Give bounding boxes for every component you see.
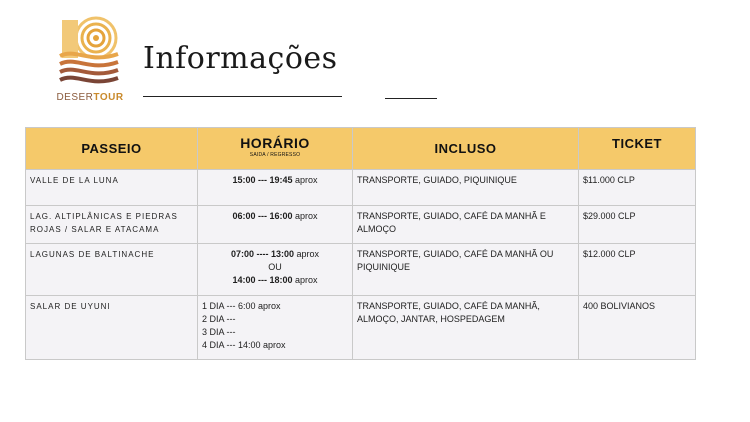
- time-or: OU: [268, 262, 282, 272]
- header-ticket: TICKET: [579, 128, 696, 170]
- cell-ticket: $12.000 CLP: [579, 244, 696, 296]
- cell-horario: [198, 206, 353, 244]
- cell-incluso: TRANSPORTE, GUIADO, PIQUINIQUE: [353, 170, 579, 206]
- time-range: 15:00 --- 19:45: [232, 175, 293, 185]
- tours-table: [25, 127, 696, 360]
- header-horario: [198, 128, 353, 170]
- table-row: [26, 206, 696, 244]
- cell-horario: [198, 244, 353, 296]
- cell-incluso: TRANSPORTE, GUIADO, CAFÉ DA MANHÃ OU PIQUINIQUE: [353, 244, 579, 296]
- logo-wordmark-part1: DESER: [56, 92, 94, 103]
- cell-ticket: $29.000 CLP: [579, 206, 696, 244]
- header-horario-label: HORÁRIO: [240, 135, 310, 151]
- table-row: [26, 296, 696, 360]
- day-schedule: 1 DIA --- 6:00 aprox: [202, 301, 281, 311]
- cell-passeio: SALAR DE UYUNI: [26, 296, 198, 360]
- time-suffix: aprox: [292, 211, 318, 221]
- time-suffix: aprox: [292, 275, 318, 285]
- day-schedule: 3 DIA ---: [202, 327, 236, 337]
- time-range: 06:00 --- 16:00: [232, 211, 293, 221]
- time-range: 14:00 --- 18:00: [232, 275, 293, 285]
- cell-horario: [198, 296, 353, 360]
- title-underline: [143, 96, 342, 97]
- time-suffix: aprox: [294, 249, 320, 259]
- logo-icon: [56, 16, 124, 88]
- cell-passeio: LAG. ALTIPLÂNICAS E PIEDRAS ROJAS / SALAR E ATACAMA: [26, 206, 198, 244]
- time-suffix: aprox: [292, 175, 318, 185]
- header-passeio: PASSEIO: [26, 128, 198, 170]
- cell-passeio: LAGUNAS DE BALTINACHE: [26, 244, 198, 296]
- table-row: [26, 244, 696, 296]
- cell-incluso: TRANSPORTE, GUIADO, CAFÉ DA MANHÃ, ALMOÇO, JANTAR, HOSPEDAGEM: [353, 296, 579, 360]
- day-schedule: 2 DIA ---: [202, 314, 236, 324]
- cell-passeio: VALLE DE LA LUNA: [26, 170, 198, 206]
- table-header-row: [26, 128, 696, 170]
- time-range: 07:00 ---- 13:00: [230, 249, 294, 259]
- day-schedule: 4 DIA --- 14:00 aprox: [202, 340, 286, 350]
- cell-ticket: $11.000 CLP: [579, 170, 696, 206]
- table-row: [26, 170, 696, 206]
- logo-wordmark: [50, 92, 130, 103]
- header-horario-sub: SAIDA / REGRESSO: [249, 152, 301, 158]
- logo-wordmark-part2: TOUR: [93, 92, 124, 103]
- desertour-logo: [50, 14, 130, 106]
- title-underline-short: [385, 98, 437, 99]
- cell-ticket: 400 BOLIVIANOS: [579, 296, 696, 360]
- header-incluso: INCLUSO: [353, 128, 579, 170]
- page-title: Informações: [143, 41, 338, 76]
- cell-incluso: TRANSPORTE, GUIADO, CAFÉ DA MANHÃ E ALMOÇO: [353, 206, 579, 244]
- cell-horario: [198, 170, 353, 206]
